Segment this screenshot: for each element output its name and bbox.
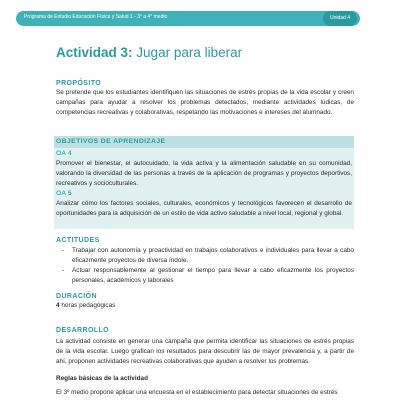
oa-label: OA 4 bbox=[56, 150, 72, 157]
rules-heading: Reglas básicas de la actividad bbox=[56, 375, 148, 382]
bullet-dash-icon: - bbox=[62, 267, 65, 274]
desarrollo-heading: DESARROLLO bbox=[56, 327, 109, 334]
program-label: Programa de Estudio Educación Física y Salud 1 - 3° a 4° medio bbox=[24, 14, 168, 20]
duracion-unit: horas pedagógicas bbox=[61, 302, 116, 309]
desarrollo-text: La actividad consiste en generar una campaña que permita identificar las situaciones de estrés propias de la vida escolar. Luego grafican los resultados para descubrir las de mayor prevalencia y, a partir de ahí, proponen actividades recreativas colaborativas que ayuden a resolver los problemas. bbox=[56, 338, 354, 366]
duracion-hours: 4 bbox=[56, 302, 60, 309]
oa-label: OA 5 bbox=[56, 190, 72, 197]
oa-text: Analizar cómo los factores sociales, culturales, económicos y tecnológicos favorecen el desarrollo de oportunidades para la adquisición de un estilo de vida activo saludable a nivel local, regional y global. bbox=[56, 200, 352, 218]
activity-name: Jugar para liberar bbox=[136, 45, 243, 60]
objetivos-box bbox=[54, 136, 354, 229]
bullet-dash-icon: - bbox=[62, 247, 65, 254]
objetivos-heading: OBJETIVOS DE APRENDIZAJE bbox=[56, 138, 166, 145]
proposito-heading: PROPÓSITO bbox=[56, 80, 102, 87]
list-item-text: Trabajar con autonomía y proactividad en trabajos colaborativos e individuales para llevar a cabo eficazmente proyectos de diversa índole. bbox=[72, 247, 354, 265]
duracion-text bbox=[56, 302, 115, 309]
oa-text: Promover el bienestar, el autocuidado, la vida activa y la alimentación saludable en su comunidad, valorando la diversidad de las personas a través de la aplicación de programas y proyectos deportivos, recreativos y socioculturales. bbox=[56, 160, 352, 188]
list-item-text: Actuar responsablemente al gestionar el tiempo para llevar a cabo eficazmente los proyectos personales, académicos y laborales bbox=[72, 267, 354, 285]
unit-badge: Unidad 4 bbox=[323, 11, 357, 26]
activity-title bbox=[56, 45, 242, 60]
proposito-text: Se pretende que los estudiantes identifiquen las situaciones de estrés propias de la vida escolar y creen campañas para ayudar a resolver los problemas detectados, mediante actividades lúdicas, de competencias recreativas y colaborativas, respetando las motivaciones e intereses del alumnado. bbox=[56, 89, 354, 117]
duracion-heading: DURACIÓN bbox=[56, 293, 97, 300]
header-bar bbox=[0, 0, 400, 38]
rules-text: El 3º medio propone aplicar una encuesta en el establecimiento para detectar situaciones de estrés bbox=[56, 389, 338, 396]
actitudes-heading: ACTITUDES bbox=[56, 237, 100, 244]
activity-number: Actividad 3: bbox=[56, 45, 133, 60]
